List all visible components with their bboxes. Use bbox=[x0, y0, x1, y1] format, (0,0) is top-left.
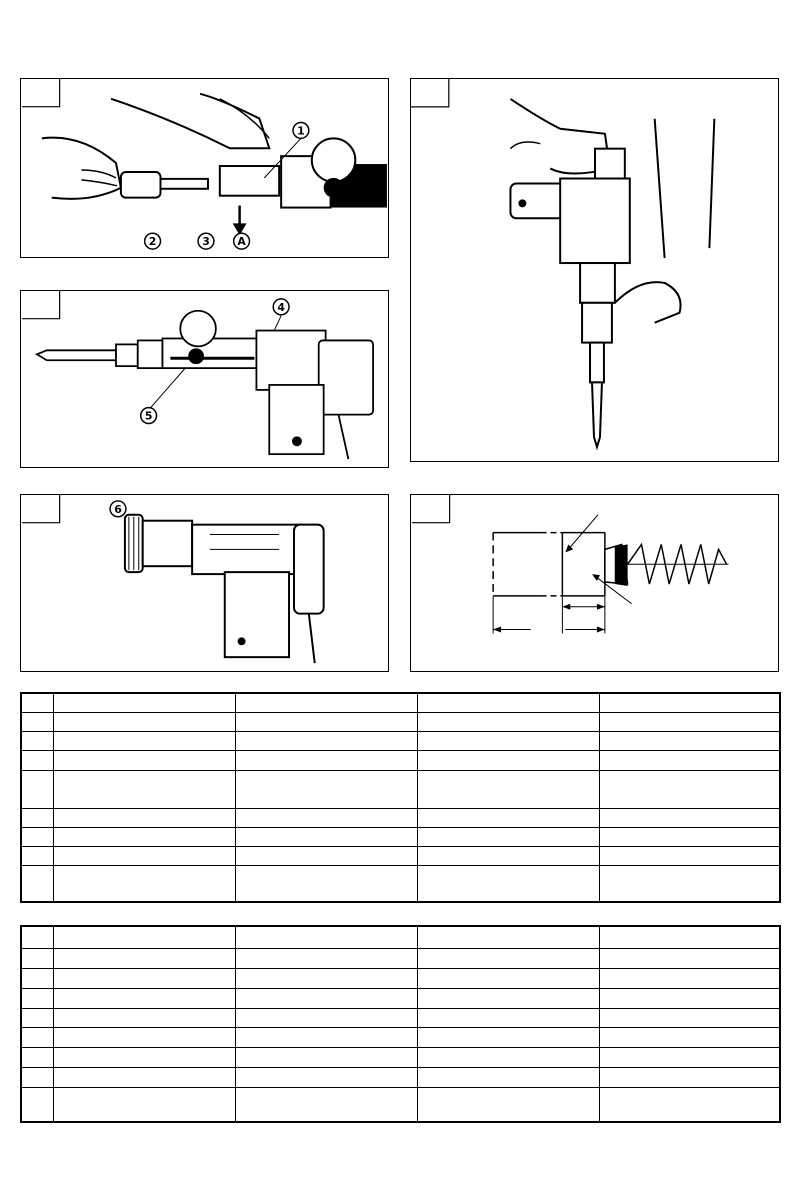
table-row bbox=[21, 750, 780, 770]
table-row bbox=[21, 827, 780, 846]
figure-3-drawing bbox=[21, 495, 388, 671]
spec-table-bottom bbox=[20, 925, 781, 1123]
table-row bbox=[21, 865, 780, 902]
callout-5: 5 bbox=[144, 409, 153, 423]
table-row bbox=[21, 988, 780, 1008]
figure-1-panel bbox=[20, 78, 389, 258]
table-row bbox=[21, 926, 780, 948]
table-row bbox=[21, 1067, 780, 1087]
callout-3: 3 bbox=[202, 235, 210, 249]
figure-4-drawing bbox=[411, 79, 778, 461]
table-row bbox=[21, 808, 780, 827]
figure-2-drawing bbox=[21, 291, 388, 467]
table-row bbox=[21, 968, 780, 988]
table-row bbox=[21, 1047, 780, 1067]
table-row bbox=[21, 1027, 780, 1047]
figure-5-panel bbox=[410, 494, 779, 672]
callout-2: 2 bbox=[148, 235, 157, 249]
callout-4: 4 bbox=[277, 300, 285, 314]
table-row bbox=[21, 693, 780, 712]
table-row bbox=[21, 1008, 780, 1027]
table-row bbox=[21, 731, 780, 750]
figure-1-drawing bbox=[21, 79, 388, 257]
callout-a: A bbox=[237, 235, 246, 249]
table-row bbox=[21, 846, 780, 865]
spec-table-top bbox=[20, 692, 781, 903]
callout-1: 1 bbox=[297, 124, 305, 138]
table-row bbox=[21, 712, 780, 731]
table-row bbox=[21, 948, 780, 968]
figure-3-panel bbox=[20, 494, 389, 672]
figure-2-panel bbox=[20, 290, 389, 468]
table-row bbox=[21, 1087, 780, 1122]
figure-5-drawing bbox=[411, 495, 778, 671]
figure-4-panel bbox=[410, 78, 779, 462]
table-row bbox=[21, 770, 780, 808]
callout-6: 6 bbox=[114, 502, 122, 516]
